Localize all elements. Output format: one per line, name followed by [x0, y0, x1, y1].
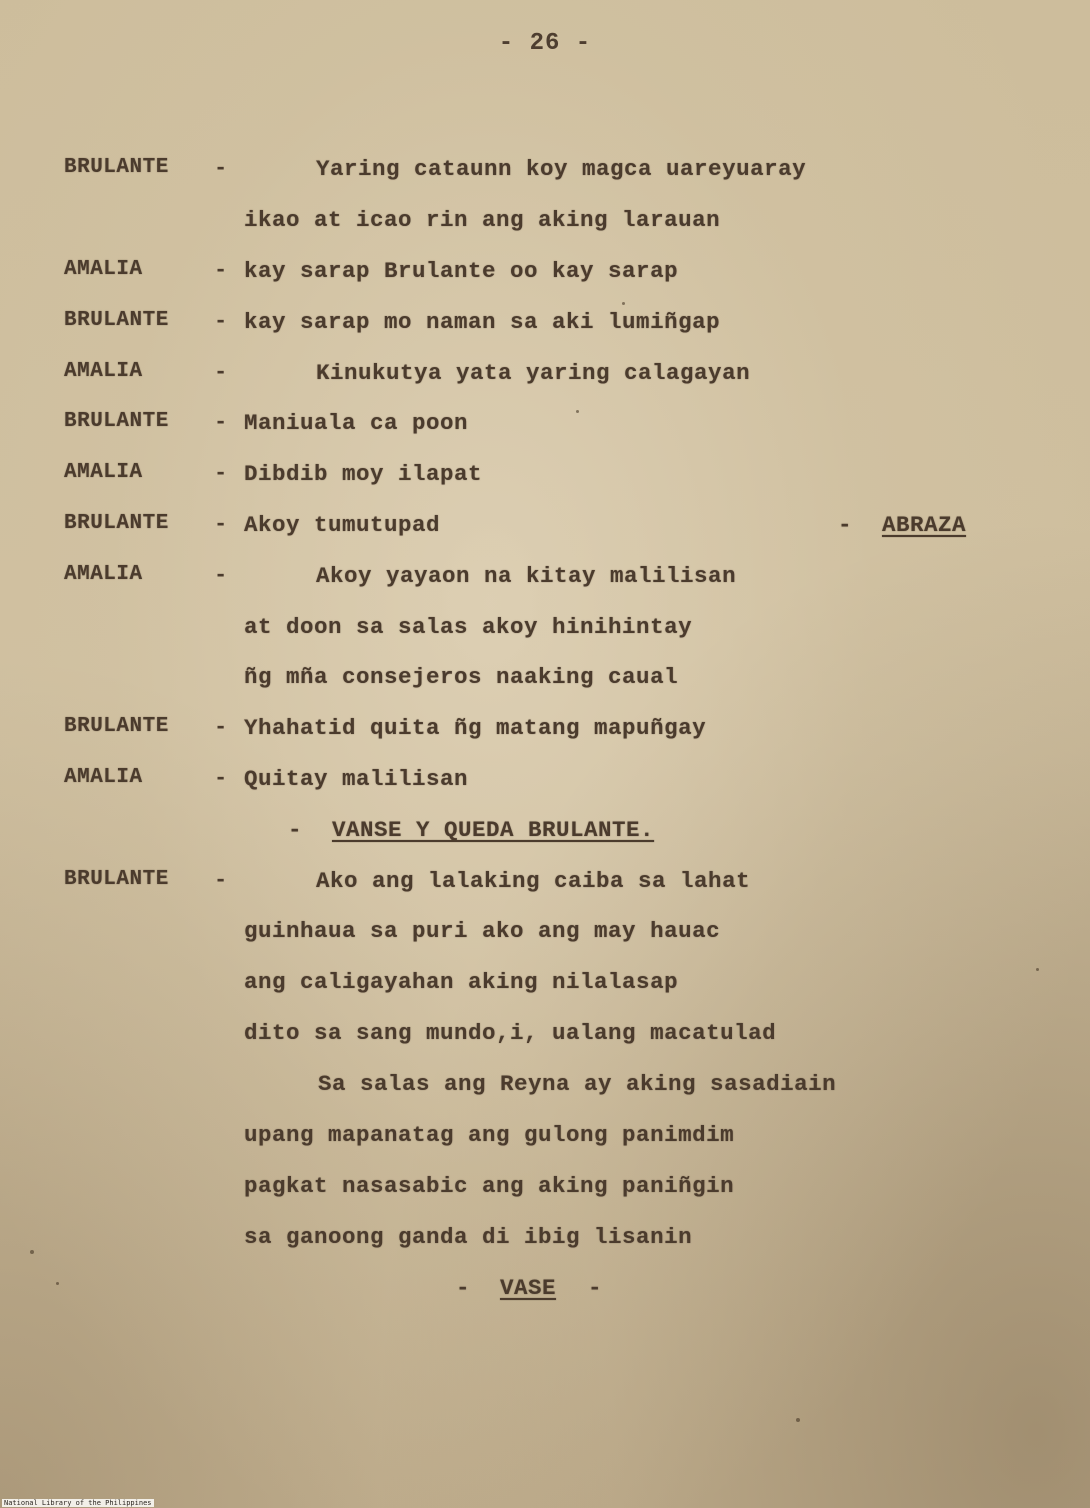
dialogue-line: kay sarap Brulante oo kay sarap [244, 258, 679, 284]
speaker-dash: - [214, 156, 228, 181]
footer-credit: National Library of the Philippines [4, 1499, 152, 1507]
dialogue-line: Yhahatid quita ñg matang mapuñgay [244, 715, 707, 741]
speaker-dash: - [214, 563, 228, 588]
dialogue-line: guinhaua sa puri ako ang may hauac [244, 918, 721, 944]
paper-speck [576, 410, 579, 413]
speaker-name: AMALIA [64, 563, 143, 586]
speaker-dash: - [214, 410, 228, 435]
dialogue-line: Quitay malilisan [244, 766, 469, 792]
paper-speck [622, 302, 625, 305]
dialogue-line: Yaring cataunn koy magca uareyuaray [316, 156, 807, 182]
speaker-dash: - [214, 360, 228, 385]
speaker-name: BRULANTE [64, 715, 169, 738]
dialogue-line: ikao at icao rin ang aking larauan [244, 207, 721, 233]
dialogue-line: Dibdib moy ilapat [244, 461, 483, 487]
paper-speck [1036, 968, 1039, 971]
paper-speck [30, 1250, 34, 1254]
speaker-name: AMALIA [64, 258, 143, 281]
dialogue-line: Akoy tumutupad [244, 512, 441, 538]
speaker-name: AMALIA [64, 766, 143, 789]
speaker-name: AMALIA [64, 360, 143, 383]
dialogue-line: Akoy yayaon na kitay malilisan [316, 563, 737, 589]
dialogue-line: Ako ang lalaking caiba sa lahat [316, 868, 751, 894]
dialogue-line: Sa salas ang Reyna ay aking sasadiain [318, 1071, 837, 1097]
stage-direction-dash: - [838, 512, 853, 538]
paper-speck [796, 1418, 800, 1422]
stage-direction: VASE [500, 1275, 557, 1301]
dialogue-line: Kinukutya yata yaring calagayan [316, 360, 751, 386]
stage-direction: ABRAZA [882, 512, 967, 538]
speaker-dash: - [214, 868, 228, 893]
page-number: - 26 - [498, 30, 592, 57]
speaker-dash: - [214, 258, 228, 283]
speaker-name: AMALIA [64, 461, 143, 484]
dialogue-line: sa ganoong ganda di ibig lisanin [244, 1224, 693, 1250]
dialogue-line: ñg mña consejeros naaking caual [244, 664, 679, 690]
speaker-name: BRULANTE [64, 512, 169, 535]
dialogue-line: pagkat nasasabic ang aking paniñgin [244, 1173, 735, 1199]
dialogue-line: at doon sa salas akoy hinihintay [244, 614, 693, 640]
speaker-name: BRULANTE [64, 156, 169, 179]
speaker-dash: - [214, 461, 228, 486]
speaker-dash: - [214, 309, 228, 334]
dialogue-line: ang caligayahan aking nilalasap [244, 969, 679, 995]
speaker-name: BRULANTE [64, 309, 169, 332]
dialogue-line: upang mapanatag ang gulong panimdim [244, 1122, 735, 1148]
stage-direction-dash: - [288, 817, 303, 843]
stage-direction: VANSE Y QUEDA BRULANTE. [332, 817, 655, 843]
speaker-dash: - [214, 715, 228, 740]
speaker-dash: - [214, 766, 228, 791]
paper-speck [56, 1282, 59, 1285]
stage-direction-dash: - [588, 1275, 603, 1301]
speaker-name: BRULANTE [64, 868, 169, 891]
speaker-name: BRULANTE [64, 410, 169, 433]
dialogue-line: kay sarap mo naman sa aki lumiñgap [244, 309, 721, 335]
dialogue-line: Maniuala ca poon [244, 410, 469, 436]
dialogue-line: dito sa sang mundo,i, ualang macatulad [244, 1020, 777, 1046]
stage-direction-dash: - [456, 1275, 471, 1301]
speaker-dash: - [214, 512, 228, 537]
